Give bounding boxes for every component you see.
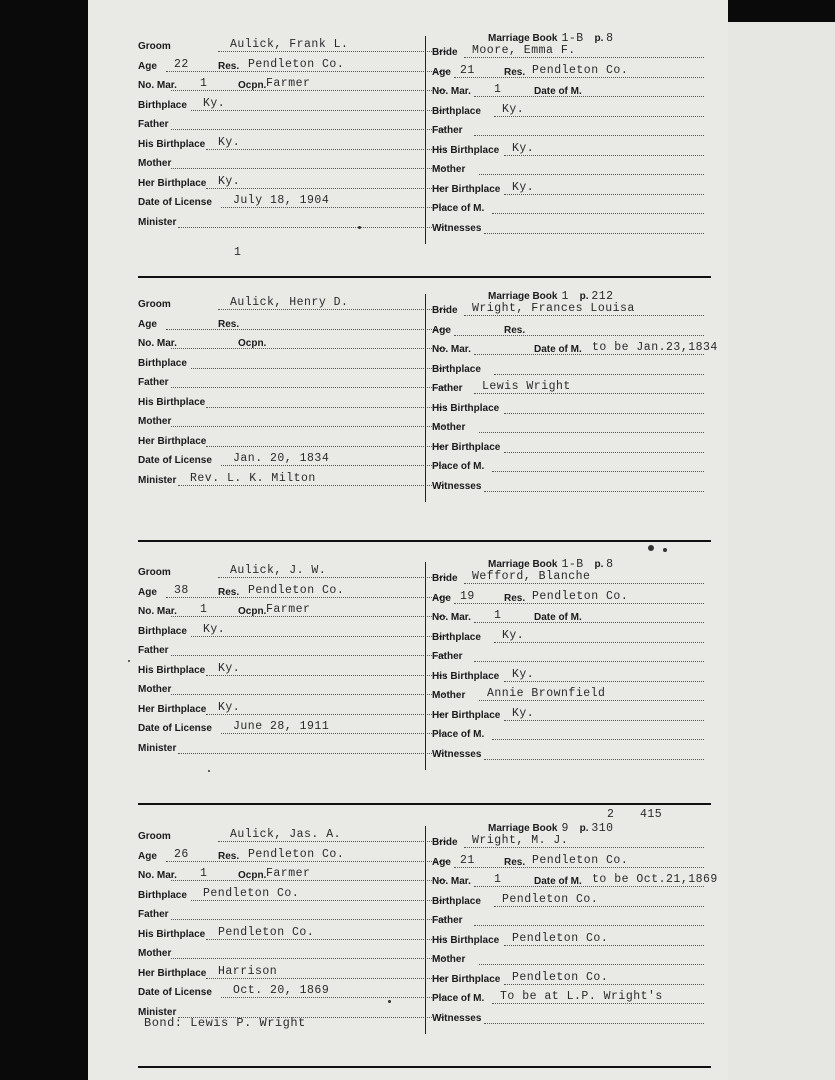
bride-no-mar-value: 1 bbox=[494, 83, 502, 96]
bride-place-of-m-value: To be at L.P. Wright's bbox=[500, 990, 663, 1003]
fill-line bbox=[171, 387, 446, 388]
bride-res-value: Pendleton Co. bbox=[532, 63, 629, 77]
groom-date-of-license-value: Oct. 20, 1869 bbox=[233, 984, 330, 997]
groom-date-of-license-label: Date of License bbox=[138, 987, 212, 998]
groom-groom-label: Groom bbox=[138, 831, 171, 842]
marriage-book-value: 1 bbox=[561, 290, 569, 303]
bride-place-of-m-label: Place of M. bbox=[432, 203, 485, 214]
record-note: 1 bbox=[234, 246, 242, 259]
bride-place-of-m-label: Place of M. bbox=[432, 993, 485, 1004]
column-divider bbox=[425, 294, 426, 502]
groom-mother-label: Mother bbox=[138, 158, 172, 169]
film-speck bbox=[648, 545, 654, 551]
groom-birthplace-label: Birthplace bbox=[138, 99, 187, 111]
fill-line bbox=[171, 348, 446, 349]
groom-date-of-license-label: Date of License bbox=[138, 197, 212, 208]
marriage-book-value: 1-B bbox=[561, 558, 584, 571]
groom-her-birthplace-value: Harrison bbox=[218, 964, 278, 978]
bride-father-label: Father bbox=[432, 651, 463, 662]
groom-minister-label: Minister bbox=[138, 1006, 177, 1018]
bride-her-birthplace-label: Her Birthplace bbox=[432, 441, 501, 453]
bride-mother-label: Mother bbox=[432, 954, 466, 965]
bride-date-of-m-label: Date of M. bbox=[534, 612, 582, 623]
groom-ocpn-label: Ocpn. bbox=[238, 870, 267, 881]
record-separator bbox=[138, 1066, 711, 1068]
bride-his-birthplace-label: His Birthplace bbox=[432, 144, 500, 156]
groom-groom-value: Aulick, Jas. A. bbox=[230, 828, 342, 841]
fill-line bbox=[474, 661, 704, 662]
groom-ocpn-label: Ocpn. bbox=[238, 80, 267, 91]
marriage-record bbox=[88, 808, 728, 1070]
groom-her-birthplace-label: Her Birthplace bbox=[138, 703, 207, 715]
film-speck bbox=[388, 1000, 391, 1003]
fill-line bbox=[171, 168, 446, 169]
bride-mother-value: Annie Brownfield bbox=[487, 687, 606, 700]
marriage-page-value: 310 bbox=[591, 822, 614, 835]
bride-bride-value: Moore, Emma F. bbox=[472, 44, 576, 57]
column-divider bbox=[425, 826, 426, 1034]
groom-age-value: 22 bbox=[174, 57, 189, 71]
groom-age-label: Age bbox=[138, 60, 157, 72]
groom-no-mar-label: No. Mar. bbox=[138, 870, 177, 881]
fill-line bbox=[504, 452, 704, 453]
groom-res-label: Res. bbox=[218, 586, 240, 598]
fill-line bbox=[171, 426, 446, 427]
bride-bride-value: Wefford, Blanche bbox=[472, 570, 591, 583]
bride-no-mar-label: No. Mar. bbox=[432, 876, 471, 887]
groom-ocpn-value: Farmer bbox=[266, 77, 311, 90]
groom-father-label: Father bbox=[138, 119, 169, 130]
groom-res-label: Res. bbox=[218, 318, 240, 330]
bride-date-of-m-value: to be Oct.21,1869 bbox=[592, 873, 718, 886]
bride-witnesses-label: Witnesses bbox=[432, 748, 482, 760]
fill-line bbox=[504, 413, 704, 414]
groom-age-label: Age bbox=[138, 586, 157, 598]
marriage-record bbox=[88, 556, 728, 806]
groom-mother-label: Mother bbox=[138, 948, 172, 959]
page-abbr-label: p. bbox=[591, 559, 607, 570]
bride-her-birthplace-value: Pendleton Co. bbox=[512, 970, 609, 984]
bride-birthplace-label: Birthplace bbox=[432, 895, 481, 907]
groom-mother-label: Mother bbox=[138, 684, 172, 695]
bride-her-birthplace-label: Her Birthplace bbox=[432, 709, 501, 721]
groom-no-mar-value: 1 bbox=[200, 77, 208, 90]
fill-line bbox=[206, 714, 446, 715]
groom-no-mar-value: 1 bbox=[200, 867, 208, 880]
fill-line bbox=[171, 655, 446, 656]
page-abbr-label: p. bbox=[591, 33, 607, 44]
marriage-book-label: Marriage Book bbox=[488, 559, 558, 570]
fill-line bbox=[171, 129, 446, 130]
bride-his-birthplace-value: Ky. bbox=[512, 141, 535, 155]
bride-res-label: Res. bbox=[504, 592, 526, 604]
groom-ocpn-value: Farmer bbox=[266, 867, 311, 880]
marriage-book-label: Marriage Book bbox=[488, 33, 558, 44]
groom-ocpn-label: Ocpn. bbox=[238, 338, 267, 349]
groom-ocpn-value: Farmer bbox=[266, 603, 311, 616]
groom-her-birthplace-value: Ky. bbox=[218, 174, 241, 188]
groom-res-value: Pendleton Co. bbox=[248, 57, 345, 71]
bride-age-label: Age bbox=[432, 856, 451, 868]
bride-witnesses-label: Witnesses bbox=[432, 222, 482, 234]
bride-his-birthplace-label: His Birthplace bbox=[432, 670, 500, 682]
bride-witnesses-label: Witnesses bbox=[432, 480, 482, 492]
bride-res-value: Pendleton Co. bbox=[532, 589, 629, 603]
marriage-book-label: Marriage Book bbox=[488, 291, 558, 302]
bride-father-label: Father bbox=[432, 915, 463, 926]
bride-birthplace-label: Birthplace bbox=[432, 363, 481, 375]
groom-no-mar-value: 1 bbox=[200, 603, 208, 616]
fill-line bbox=[494, 116, 704, 117]
marriage-book-label: Marriage Book bbox=[488, 823, 558, 834]
bride-age-label: Age bbox=[432, 66, 451, 78]
groom-her-birthplace-value: Ky. bbox=[218, 700, 241, 714]
groom-her-birthplace-label: Her Birthplace bbox=[138, 967, 207, 979]
bride-age-value: 19 bbox=[460, 589, 475, 603]
groom-birthplace-label: Birthplace bbox=[138, 625, 187, 637]
bride-bride-value: Wright, Frances Louisa bbox=[472, 302, 635, 315]
bride-birthplace-label: Birthplace bbox=[432, 631, 481, 643]
marriage-page-value: 8 bbox=[606, 558, 614, 571]
bride-birthplace-value: Ky. bbox=[502, 102, 525, 116]
groom-date-of-license-value: July 18, 1904 bbox=[233, 194, 330, 207]
bride-mother-label: Mother bbox=[432, 164, 466, 175]
groom-minister-value: Rev. L. K. Milton bbox=[190, 471, 316, 485]
bride-bride-label: Bride bbox=[432, 837, 458, 848]
bride-her-birthplace-value: Ky. bbox=[512, 706, 535, 720]
groom-groom-value: Aulick, J. W. bbox=[230, 564, 327, 577]
groom-age-label: Age bbox=[138, 318, 157, 330]
fill-line bbox=[479, 964, 704, 965]
fill-line bbox=[479, 432, 704, 433]
groom-no-mar-label: No. Mar. bbox=[138, 338, 177, 349]
adjacent-page-edge bbox=[728, 22, 835, 1080]
fill-line bbox=[206, 149, 446, 150]
bride-witnesses-label: Witnesses bbox=[432, 1012, 482, 1024]
groom-his-birthplace-value: Ky. bbox=[218, 135, 241, 149]
record-separator bbox=[138, 540, 711, 542]
groom-birthplace-label: Birthplace bbox=[138, 889, 187, 901]
groom-his-birthplace-label: His Birthplace bbox=[138, 664, 206, 676]
bride-mother-label: Mother bbox=[432, 690, 466, 701]
groom-res-value: Pendleton Co. bbox=[248, 583, 345, 597]
bride-no-mar-value: 1 bbox=[494, 609, 502, 622]
fill-line bbox=[171, 694, 446, 695]
fill-line bbox=[492, 471, 704, 472]
bride-age-value: 21 bbox=[460, 853, 475, 867]
fill-line bbox=[474, 925, 704, 926]
fill-line bbox=[206, 188, 446, 189]
groom-age-value: 26 bbox=[174, 847, 189, 861]
bride-date-of-m-label: Date of M. bbox=[534, 876, 582, 887]
bride-his-birthplace-label: His Birthplace bbox=[432, 934, 500, 946]
bride-res-label: Res. bbox=[504, 66, 526, 78]
groom-birthplace-value: Ky. bbox=[203, 622, 226, 636]
bride-age-value: 21 bbox=[460, 63, 475, 77]
bride-bride-label: Bride bbox=[432, 305, 458, 316]
marriage-book-alt: 2 bbox=[607, 808, 615, 821]
bride-father-label: Father bbox=[432, 125, 463, 136]
groom-minister-label: Minister bbox=[138, 742, 177, 754]
groom-date-of-license-value: Jan. 20, 1834 bbox=[233, 452, 330, 465]
groom-no-mar-label: No. Mar. bbox=[138, 606, 177, 617]
groom-her-birthplace-label: Her Birthplace bbox=[138, 177, 207, 189]
bride-res-label: Res. bbox=[504, 324, 526, 336]
marriage-page-value: 8 bbox=[606, 32, 614, 45]
record-separator bbox=[138, 803, 711, 805]
groom-date-of-license-label: Date of License bbox=[138, 723, 212, 734]
fill-line bbox=[191, 636, 446, 637]
bride-date-of-m-label: Date of M. bbox=[534, 86, 582, 97]
bride-father-label: Father bbox=[432, 383, 463, 394]
bride-father-value: Lewis Wright bbox=[482, 380, 571, 393]
groom-res-label: Res. bbox=[218, 60, 240, 72]
bride-no-mar-value: 1 bbox=[494, 873, 502, 886]
page-abbr-label: p. bbox=[576, 291, 592, 302]
fill-line bbox=[191, 368, 446, 369]
groom-his-birthplace-value: Ky. bbox=[218, 661, 241, 675]
bride-place-of-m-label: Place of M. bbox=[432, 729, 485, 740]
groom-birthplace-value: Ky. bbox=[203, 96, 226, 110]
groom-groom-label: Groom bbox=[138, 41, 171, 52]
fill-line bbox=[171, 958, 446, 959]
groom-father-label: Father bbox=[138, 645, 169, 656]
groom-ocpn-label: Ocpn. bbox=[238, 606, 267, 617]
bride-birthplace-label: Birthplace bbox=[432, 105, 481, 117]
bride-date-of-m-label: Date of M. bbox=[534, 344, 582, 355]
groom-birthplace-value: Pendleton Co. bbox=[203, 886, 300, 900]
groom-his-birthplace-label: His Birthplace bbox=[138, 138, 206, 150]
groom-date-of-license-value: June 28, 1911 bbox=[233, 720, 330, 733]
fill-line bbox=[484, 759, 704, 760]
fill-line bbox=[166, 329, 446, 330]
groom-groom-label: Groom bbox=[138, 299, 171, 310]
bride-no-mar-label: No. Mar. bbox=[432, 344, 471, 355]
bride-no-mar-label: No. Mar. bbox=[432, 612, 471, 623]
film-speck bbox=[358, 226, 361, 229]
bride-place-of-m-label: Place of M. bbox=[432, 461, 485, 472]
bride-age-label: Age bbox=[432, 324, 451, 336]
fill-line bbox=[206, 407, 446, 408]
record-note: Bond: Lewis P. Wright bbox=[144, 1016, 306, 1030]
marriage-record bbox=[88, 288, 728, 538]
groom-age-label: Age bbox=[138, 850, 157, 862]
bride-bride-label: Bride bbox=[432, 47, 458, 58]
bride-her-birthplace-label: Her Birthplace bbox=[432, 183, 501, 195]
groom-her-birthplace-label: Her Birthplace bbox=[138, 435, 207, 447]
fill-line bbox=[474, 96, 704, 97]
groom-date-of-license-label: Date of License bbox=[138, 455, 212, 466]
fill-line bbox=[492, 739, 704, 740]
film-speck bbox=[663, 548, 667, 552]
bride-birthplace-value: Pendleton Co. bbox=[502, 892, 599, 906]
groom-mother-label: Mother bbox=[138, 416, 172, 427]
fill-line bbox=[178, 753, 446, 754]
fill-line bbox=[474, 135, 704, 136]
fill-line bbox=[474, 622, 704, 623]
fill-line bbox=[454, 335, 704, 336]
fill-line bbox=[206, 675, 446, 676]
bride-his-birthplace-value: Ky. bbox=[512, 667, 535, 681]
bride-her-birthplace-value: Ky. bbox=[512, 180, 535, 194]
fill-line bbox=[484, 1023, 704, 1024]
groom-birthplace-label: Birthplace bbox=[138, 357, 187, 369]
film-speck bbox=[208, 770, 210, 772]
groom-his-birthplace-value: Pendleton Co. bbox=[218, 925, 315, 939]
groom-minister-label: Minister bbox=[138, 474, 177, 486]
marriage-page-value: 212 bbox=[591, 290, 614, 303]
column-divider bbox=[425, 562, 426, 770]
bride-res-label: Res. bbox=[504, 856, 526, 868]
fill-line bbox=[484, 491, 704, 492]
bride-date-of-m-value: to be Jan.23,1834 bbox=[592, 341, 718, 354]
groom-father-label: Father bbox=[138, 377, 169, 388]
groom-groom-value: Aulick, Henry D. bbox=[230, 296, 349, 309]
bride-age-label: Age bbox=[432, 592, 451, 604]
marriage-page-alt: 415 bbox=[640, 808, 663, 821]
groom-groom-value: Aulick, Frank L. bbox=[230, 38, 349, 51]
groom-age-value: 38 bbox=[174, 583, 189, 597]
fill-line bbox=[492, 213, 704, 214]
fill-line bbox=[206, 446, 446, 447]
fill-line bbox=[484, 233, 704, 234]
groom-father-label: Father bbox=[138, 909, 169, 920]
record-separator bbox=[138, 276, 711, 278]
groom-no-mar-label: No. Mar. bbox=[138, 80, 177, 91]
groom-res-value: Pendleton Co. bbox=[248, 847, 345, 861]
fill-line bbox=[191, 110, 446, 111]
bride-bride-label: Bride bbox=[432, 573, 458, 584]
bride-bride-value: Wright, M. J. bbox=[472, 834, 569, 847]
bride-no-mar-label: No. Mar. bbox=[432, 86, 471, 97]
groom-minister-label: Minister bbox=[138, 216, 177, 228]
marriage-record bbox=[88, 30, 728, 280]
groom-res-label: Res. bbox=[218, 850, 240, 862]
page-abbr-label: p. bbox=[576, 823, 592, 834]
microfilm-page bbox=[88, 0, 728, 1080]
fill-line bbox=[171, 919, 446, 920]
fill-line bbox=[494, 374, 704, 375]
groom-his-birthplace-label: His Birthplace bbox=[138, 396, 206, 408]
bride-mother-label: Mother bbox=[432, 422, 466, 433]
fill-line bbox=[479, 174, 704, 175]
fill-line bbox=[178, 227, 446, 228]
film-speck bbox=[128, 660, 130, 662]
bride-her-birthplace-label: Her Birthplace bbox=[432, 973, 501, 985]
bride-res-value: Pendleton Co. bbox=[532, 853, 629, 867]
column-divider bbox=[425, 36, 426, 244]
marriage-book-value: 1-B bbox=[561, 32, 584, 45]
bride-his-birthplace-value: Pendleton Co. bbox=[512, 931, 609, 945]
bride-his-birthplace-label: His Birthplace bbox=[432, 402, 500, 414]
marriage-book-value: 9 bbox=[561, 822, 569, 835]
fill-line bbox=[494, 642, 704, 643]
groom-groom-label: Groom bbox=[138, 567, 171, 578]
groom-his-birthplace-label: His Birthplace bbox=[138, 928, 206, 940]
bride-birthplace-value: Ky. bbox=[502, 628, 525, 642]
